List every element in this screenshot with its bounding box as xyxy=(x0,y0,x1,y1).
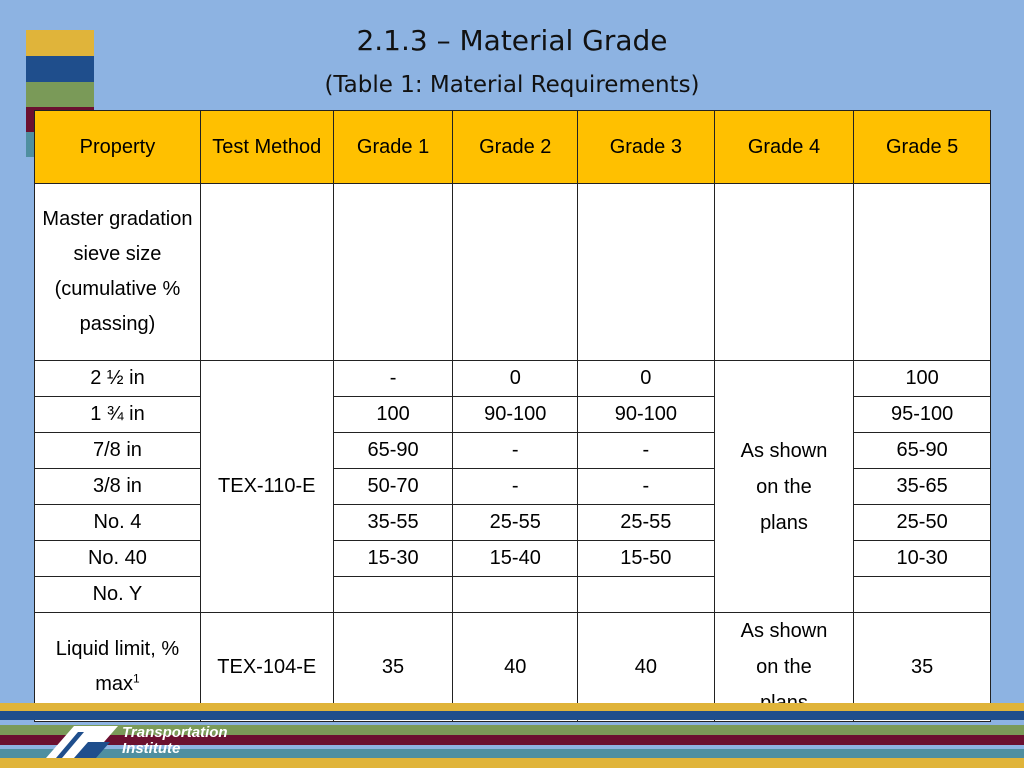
empty-cell xyxy=(578,184,715,361)
footer-stripe-gold xyxy=(0,703,1024,711)
grade-1-value xyxy=(333,577,453,613)
footer-stripe-blue xyxy=(0,711,1024,720)
empty-cell xyxy=(200,184,333,361)
empty-cell xyxy=(714,184,854,361)
slide-subtitle: (Table 1: Material Requirements) xyxy=(324,72,700,98)
grade-5-value: 35 xyxy=(854,613,991,722)
grade-2-value: 15-40 xyxy=(453,541,578,577)
table-row-sieve xyxy=(35,361,991,397)
table-row-master-gradation xyxy=(35,184,991,361)
sieve-size: 3/8 in xyxy=(35,469,201,505)
grade-3-value: 15-50 xyxy=(578,541,715,577)
transportation-institute-logo xyxy=(44,722,254,762)
grade-2-value xyxy=(453,577,578,613)
footnote-marker: 1 xyxy=(133,671,140,686)
header-grade-3: Grade 3 xyxy=(578,111,715,184)
liquid-limit-text: Liquid limit, % max xyxy=(55,638,180,695)
grade-3-value: 90-100 xyxy=(578,397,715,433)
grade-5-value: 35-65 xyxy=(854,469,991,505)
table-header-row xyxy=(35,111,991,184)
header-property: Property xyxy=(35,111,201,184)
sieve-size: 2 ½ in xyxy=(35,361,201,397)
grade-1-value: 100 xyxy=(333,397,453,433)
grade-1-value: - xyxy=(333,361,453,397)
grade-1-value: 35-55 xyxy=(333,505,453,541)
sieve-size: No. Y xyxy=(35,577,201,613)
grade-2-value: 25-55 xyxy=(453,505,578,541)
grade-3-value: 25-55 xyxy=(578,505,715,541)
grade-3-value xyxy=(578,577,715,613)
grade-5-value: 95-100 xyxy=(854,397,991,433)
empty-cell xyxy=(333,184,453,361)
material-requirements-table xyxy=(34,110,991,722)
grade-5-value xyxy=(854,577,991,613)
grade-2-value: - xyxy=(453,469,578,505)
sieve-size: No. 40 xyxy=(35,541,201,577)
grade-5-value: 10-30 xyxy=(854,541,991,577)
grade-1-value: 65-90 xyxy=(333,433,453,469)
logo-line-1: Transportation xyxy=(122,724,228,741)
grade-2-value: - xyxy=(453,433,578,469)
grade-3-value: 40 xyxy=(578,613,715,722)
header-grade-1: Grade 1 xyxy=(333,111,453,184)
grade-4-note-text: As shown on the plans xyxy=(740,439,828,534)
sieve-size: No. 4 xyxy=(35,505,201,541)
sieve-size: 7/8 in xyxy=(35,433,201,469)
grade-1-value: 15-30 xyxy=(333,541,453,577)
sieve-test-method: TEX-110-E xyxy=(200,361,333,613)
grade-4-sieve-note xyxy=(714,361,854,613)
grade-1-value: 35 xyxy=(333,613,453,722)
grade-5-value: 25-50 xyxy=(854,505,991,541)
logo-line-2: Institute xyxy=(122,740,181,757)
header-test-method: Test Method xyxy=(200,111,333,184)
logo-text xyxy=(122,725,228,757)
grade-3-value: - xyxy=(578,469,715,505)
grade-4-ll-text: As shown on the xyxy=(740,620,828,678)
grade-5-value: 65-90 xyxy=(854,433,991,469)
empty-cell xyxy=(854,184,991,361)
grade-3-value: - xyxy=(578,433,715,469)
grade-2-value: 40 xyxy=(453,613,578,722)
master-gradation-label: Master gradation sieve size (cumulative % passing) xyxy=(35,184,201,361)
grade-3-value: 0 xyxy=(578,361,715,397)
header-grade-5: Grade 5 xyxy=(854,111,991,184)
grade-2-value: 0 xyxy=(453,361,578,397)
grade-1-value: 50-70 xyxy=(333,469,453,505)
header-grade-4: Grade 4 xyxy=(714,111,854,184)
header-grade-2: Grade 2 xyxy=(453,111,578,184)
empty-cell xyxy=(453,184,578,361)
grade-5-value: 100 xyxy=(854,361,991,397)
road-logo-icon xyxy=(44,724,120,760)
slide-title: 2.1.3 – Material Grade xyxy=(356,24,668,57)
sieve-size: 1 ¾ in xyxy=(35,397,201,433)
liquid-limit-test-method: TEX-104-E xyxy=(200,613,333,722)
grade-2-value: 90-100 xyxy=(453,397,578,433)
